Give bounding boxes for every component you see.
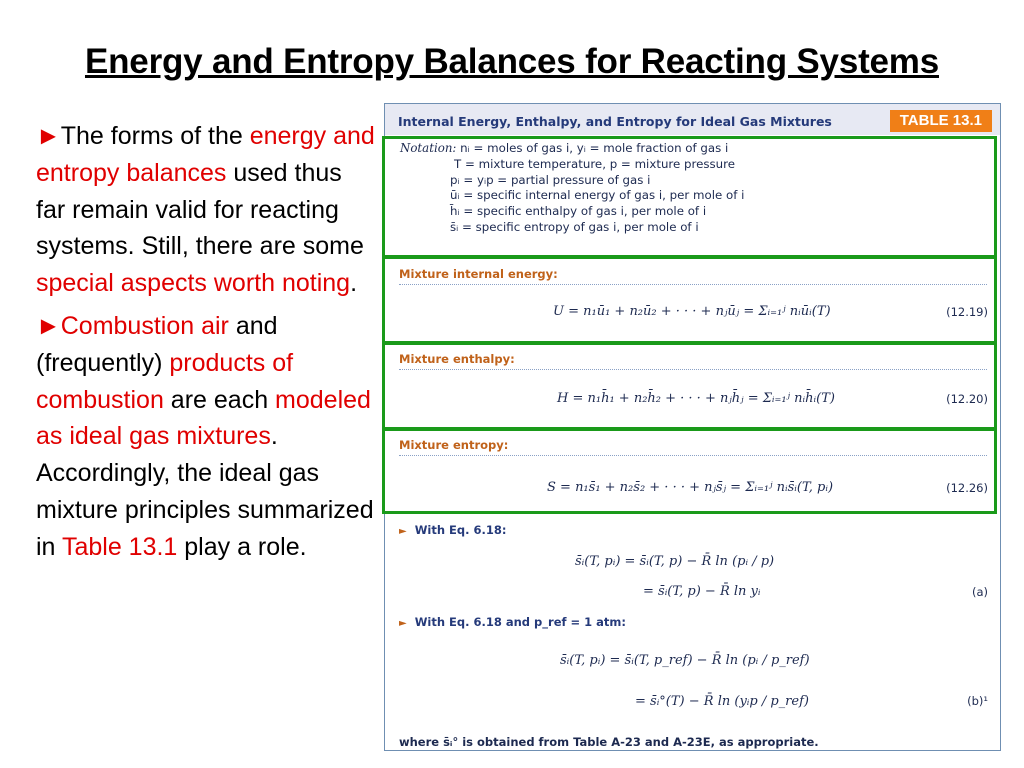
section-heading-entropy: Mixture entropy: (399, 438, 509, 452)
table-footnote: where s̄ᵢ° is obtained from Table A-23 and A-23E, as appropriate. (399, 735, 819, 749)
highlight-text: Table 13.1 (61, 532, 178, 561)
notation-line: nᵢ = moles of gas i, yᵢ = mole fraction of gas i (460, 141, 729, 155)
slide-title: Energy and Entropy Balances for Reacting Systems (84, 42, 939, 81)
bullet-text: used thus far remain valid for reacting systems. Still, there are some (36, 158, 364, 261)
dotted-divider (399, 455, 987, 456)
notation-label: Notation: (400, 141, 457, 155)
bullet-text: . Accordingly, the ideal gas mixture principles summarized in (36, 422, 374, 561)
table-header (385, 104, 1000, 135)
equation-partial-entropy: s̄ᵢ(T, pᵢ) = s̄ᵢ(T, p) − R̄ ln (pᵢ / p) (575, 554, 775, 569)
highlight-text: Combustion air (60, 311, 229, 340)
triangle-bullet-icon: ► (399, 618, 407, 629)
bullet-text: . (350, 269, 358, 298)
notation-line: s̄ᵢ = specific entropy of gas i, per mole of i (450, 219, 699, 234)
bullet-text: and (frequently) (36, 311, 278, 377)
equation-reference-entropy: s̄ᵢ(T, pᵢ) = s̄ᵢ(T, p_ref) − R̄ ln (pᵢ / p_ref) (560, 653, 810, 668)
with-eq-6-18-pref (399, 615, 626, 629)
equation-number: (b)¹ (967, 694, 988, 708)
with-label: With Eq. 6.18: (414, 523, 507, 537)
highlight-text: products of combustion (36, 348, 294, 414)
notation-line: ūᵢ = specific internal energy of gas i, per mole of i (450, 188, 745, 203)
with-eq-6-18 (399, 523, 506, 537)
equation-enthalpy: H = n₁h̄₁ + n₂h̄₂ + · · · + nⱼh̄ⱼ = Σᵢ₌₁ʲ nᵢh̄ᵢ(T) (557, 391, 835, 406)
equation-number: (12.19) (946, 305, 988, 319)
bullet-list (36, 118, 376, 572)
equation-internal-energy: U = n₁ū₁ + n₂ū₂ + · · · + nⱼūⱼ = Σᵢ₌₁ʲ nᵢūᵢ(T) (553, 304, 831, 319)
dotted-divider (399, 284, 987, 285)
bullet-2 (36, 308, 376, 566)
table-13-1 (384, 103, 1001, 751)
notation-line: pᵢ = yᵢp = partial pressure of gas i (450, 172, 651, 187)
equation-number: (a) (971, 585, 988, 599)
highlight-text: special aspects worth noting (36, 269, 351, 298)
section-heading-energy: Mixture internal energy: (399, 267, 558, 281)
bullet-marker: ► (36, 311, 61, 340)
bullet-marker: ► (36, 122, 61, 150)
notation-line: T = mixture temperature, p = mixture pressure (454, 156, 735, 171)
bullet-text: The forms of the (60, 122, 250, 150)
equation-number: (12.26) (946, 481, 988, 495)
notation-line: h̄ᵢ = specific enthalpy of gas i, per mole of i (450, 204, 707, 219)
section-heading-enthalpy: Mixture enthalpy: (399, 352, 515, 366)
equation-standard-entropy: = s̄ᵢ°(T) − R̄ ln (yᵢp / p_ref) (635, 694, 809, 709)
equation-number: (12.20) (946, 392, 988, 406)
table-badge: TABLE 13.1 (890, 110, 992, 132)
triangle-bullet-icon: ► (399, 526, 407, 537)
dotted-divider (399, 369, 987, 370)
bullet-1 (36, 118, 376, 302)
with-label: With Eq. 6.18 and p_ref = 1 atm: (414, 615, 626, 629)
highlight-text: energy and entropy balances (36, 122, 375, 187)
equation-partial-entropy-mole-fraction: = s̄ᵢ(T, p) − R̄ ln yᵢ (643, 584, 761, 599)
bullet-text: are each (163, 385, 276, 414)
table-title: Internal Energy, Enthalpy, and Entropy for Ideal Gas Mixtures (398, 114, 832, 129)
highlight-text: modeled as ideal gas mixtures (36, 385, 371, 451)
bullet-text: play a role. (177, 532, 307, 561)
notation-block (400, 141, 744, 236)
equation-entropy: S = n₁s̄₁ + n₂s̄₂ + · · · + nⱼs̄ⱼ = Σᵢ₌₁ʲ nᵢs̄ᵢ(T, pᵢ) (547, 480, 834, 495)
